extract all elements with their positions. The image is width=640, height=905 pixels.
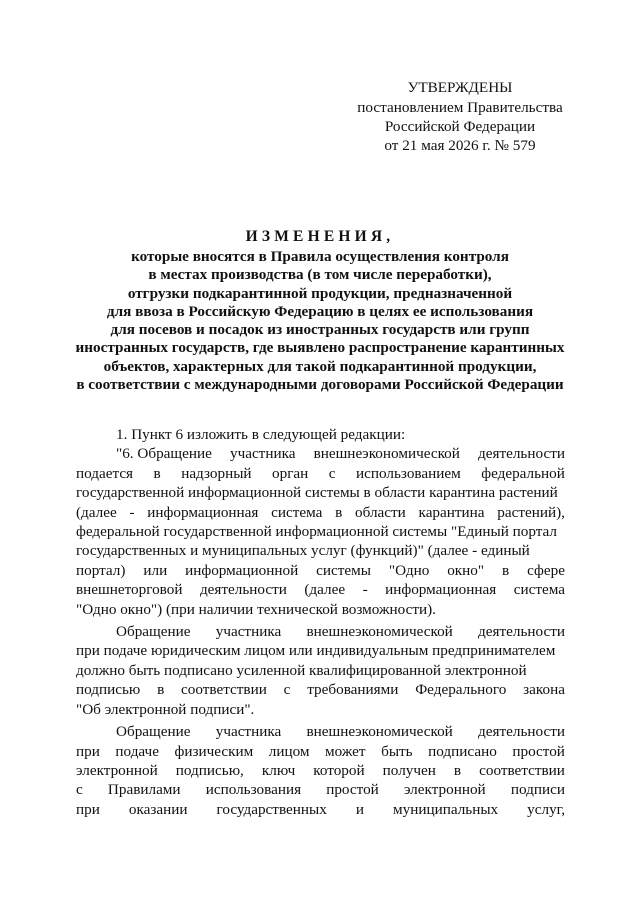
word: и [355, 800, 364, 818]
word: (далее [76, 503, 117, 521]
word: внешнеэкономической [306, 623, 453, 641]
approval-stamp [330, 78, 590, 155]
word: федеральной государственной информационной системы "Единый портал [76, 523, 558, 541]
word: подписью [76, 681, 141, 699]
paragraph-line [76, 780, 565, 799]
item-1-heading: 1. Пункт 6 изложить в следующей редакции: [116, 426, 406, 443]
word: информационная [147, 503, 259, 521]
word: быть [381, 742, 413, 760]
word: оказании [128, 800, 188, 818]
word: использования [205, 781, 302, 799]
word: в [153, 464, 161, 482]
subtitle-line: которые вносятся в Правила осуществления контроля [131, 248, 509, 265]
paragraph-line [76, 641, 565, 660]
word: области [355, 503, 406, 521]
paragraph-signature-individual [76, 722, 565, 819]
paragraph-line [76, 722, 565, 741]
word: в [335, 503, 343, 521]
word: участника [215, 623, 282, 641]
paragraph-line [76, 600, 565, 619]
paragraph-line [76, 800, 565, 819]
word: деятельности [478, 623, 565, 641]
word: Обращение [116, 723, 191, 741]
paragraph-line [76, 700, 565, 719]
word: Федерального [415, 681, 507, 699]
approval-line: Российской Федерации [384, 118, 536, 135]
word: электронной [76, 761, 158, 779]
document-subtitle [64, 248, 576, 394]
subtitle-line: отгрузки подкарантинной продукции, предназначенной [127, 284, 513, 302]
paragraph-line [76, 580, 565, 599]
word: "Об электронной подписи". [76, 700, 255, 718]
subtitle-line: в местах производства (в том числе переработки), [148, 266, 492, 284]
word: орган [272, 464, 309, 482]
word: соответствии [181, 681, 267, 699]
word: с [283, 681, 291, 699]
word: Обращение [116, 623, 191, 641]
word: (далее [304, 581, 346, 599]
approval-heading: УТВЕРЖДЕНЫ [407, 79, 513, 96]
word: внешнеторговой [76, 581, 183, 599]
word: или [143, 561, 168, 579]
word: деятельности [478, 723, 565, 741]
word: при подаче юридическим лицом или индивидуальным предпринимателем [76, 642, 556, 660]
word: подается [76, 464, 134, 482]
word: карантина [418, 503, 485, 521]
word: физическим [174, 742, 254, 760]
word: деятельности [478, 445, 565, 463]
word: соответствии [479, 761, 565, 779]
word: информационной [185, 561, 299, 579]
word: подписано [428, 742, 497, 760]
word: - [362, 581, 368, 599]
word: с [76, 781, 83, 799]
word: должно быть подписано усиленной квалифицированной электронной [76, 661, 527, 679]
paragraph-line [76, 503, 565, 522]
word: использованием [356, 464, 461, 482]
subtitle-line: объектов, характерных для такой подкарантинной продукции, [103, 357, 537, 375]
word: муниципальных [393, 800, 499, 818]
word: портал) [76, 561, 126, 579]
approval-line: от 21 мая 2026 г. № 579 [384, 137, 536, 154]
word: получен [382, 761, 436, 779]
word: простой [326, 781, 379, 799]
word: система [513, 581, 565, 599]
word: электронной [403, 781, 486, 799]
word: при [76, 800, 100, 818]
paragraph-line [76, 742, 565, 761]
document-title: ИЗМЕНЕНИЯ, [245, 228, 395, 245]
word: в [502, 561, 510, 579]
word: требованиями [307, 681, 399, 699]
word: лицом [268, 742, 310, 760]
word: сфере [527, 561, 565, 579]
word: подписи [510, 781, 565, 799]
word: государственных [216, 800, 327, 818]
word: растений), [497, 503, 565, 521]
word: в [157, 681, 165, 699]
word: федеральной [481, 464, 565, 482]
word: участника [229, 445, 296, 463]
word: Правилами [107, 781, 181, 799]
word: в [453, 761, 462, 779]
word: внешнеэкономической [306, 723, 453, 741]
subtitle-line: иностранных государств, где выявлено распространение карантинных [75, 339, 565, 357]
word: которой [313, 761, 365, 779]
word: участника [215, 723, 282, 741]
document-body [76, 425, 565, 819]
word: подаче [115, 742, 159, 760]
subtitle-line: для посевов и посадок из иностранных государств или групп [110, 321, 530, 339]
word: с [328, 464, 336, 482]
word: закона [523, 681, 565, 699]
paragraph-line [76, 464, 565, 483]
word: системы [316, 561, 371, 579]
word: государственных и муниципальных услуг (функций)" (далее - единый [76, 542, 530, 560]
word: "Одно [388, 561, 430, 579]
word: система [271, 503, 323, 521]
word: информационная [385, 581, 497, 599]
paragraph-line [76, 522, 565, 541]
word: ключ [261, 761, 296, 779]
word: простой [512, 742, 565, 760]
word: окно" [447, 561, 485, 579]
paragraph-line [76, 622, 565, 641]
word: деятельности [199, 581, 287, 599]
word: государственной информационной системы в области карантина растений [76, 484, 558, 502]
paragraph-line [76, 661, 565, 680]
paragraph-line [76, 483, 565, 502]
word: надзорный [181, 464, 252, 482]
word: может [325, 742, 366, 760]
paragraph-6-text [76, 444, 565, 619]
word: - [129, 503, 135, 521]
subtitle-line: для ввоза в Российскую Федерацию в целях ее использования [106, 302, 534, 320]
word: услуг, [527, 800, 565, 818]
word: при [76, 742, 100, 760]
paragraph-line [76, 680, 565, 699]
subtitle-line: в соответствии с международными договорами Российской Федерации [76, 376, 564, 394]
word: "6. Обращение [116, 445, 212, 463]
word: подписью, [175, 761, 244, 779]
paragraph-line [76, 541, 565, 560]
paragraph-line [76, 561, 565, 580]
paragraph-line [76, 761, 565, 780]
word: внешнеэкономической [313, 445, 460, 463]
paragraph-line [76, 444, 565, 463]
approval-line: постановлением Правительства [357, 99, 563, 116]
paragraph-signature-legal [76, 622, 565, 719]
word: "Одно окно") (при наличии технической возможности). [76, 600, 436, 618]
